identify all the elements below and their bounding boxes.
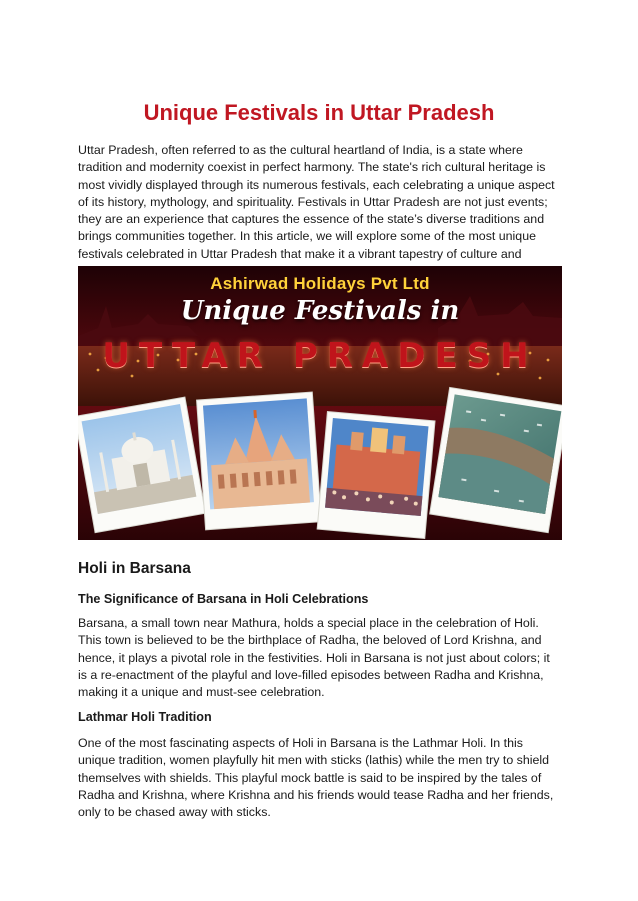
banner-heading-line2: UTTAR PRADESH: [102, 336, 538, 376]
subsection-paragraph-1: Barsana, a small town near Mathura, holds a special place in the celebration of Holi. This town is believed to be the birthplace of Radha, the beloved of Lord Krishna, and hence, it plays a pivotal role in the festivities. Holi in Barsana is not just about colors; it is a re-enactment of the playful and love-filled episodes between Radha and Krishna, making it a unique and must-see celebration.: [78, 616, 550, 700]
intro-paragraph: Uttar Pradesh, often referred to as the cultural heartland of India, is a state where tradition and modernity coexist in perfect harmony. The state's rich cultural heritage is most vividly displayed through its numerous festivals, each celebrating a unique aspect of its history, mythology, and spirituality. Festivals in Uttar Pradesh are not just events; they are an experience that captures the essence of the state’s diverse traditions and brings communities together. In this article, we will explore some of the most unique festivals celebrated in Uttar Pradesh that make it a vibrant tapestry of culture and: [78, 143, 555, 261]
subsection-paragraph-2: One of the most fascinating aspects of Holi in Barsana is the Lathmar Holi. In this unique tradition, women playfully hit men with sticks (lathis) while the men try to shield themselves with shields. This playful mock battle is said to be inspired by the tales of Radha and Krishna, where Krishna and his friends would tease Radha and her friends, only to be chased away with sticks.: [78, 736, 554, 820]
page-title: Unique Festivals in Uttar Pradesh: [143, 100, 495, 125]
banner-image: [78, 266, 562, 540]
banner-company-name: Ashirwad Holidays Pvt Ltd: [210, 274, 430, 293]
subsection-heading-1: The Significance of Barsana in Holi Celebrations: [78, 592, 369, 606]
banner-heading-line1: Unique Festivals in: [180, 296, 460, 326]
subsection-heading-2: Lathmar Holi Tradition: [78, 710, 212, 724]
section-heading: Holi in Barsana: [78, 560, 191, 577]
